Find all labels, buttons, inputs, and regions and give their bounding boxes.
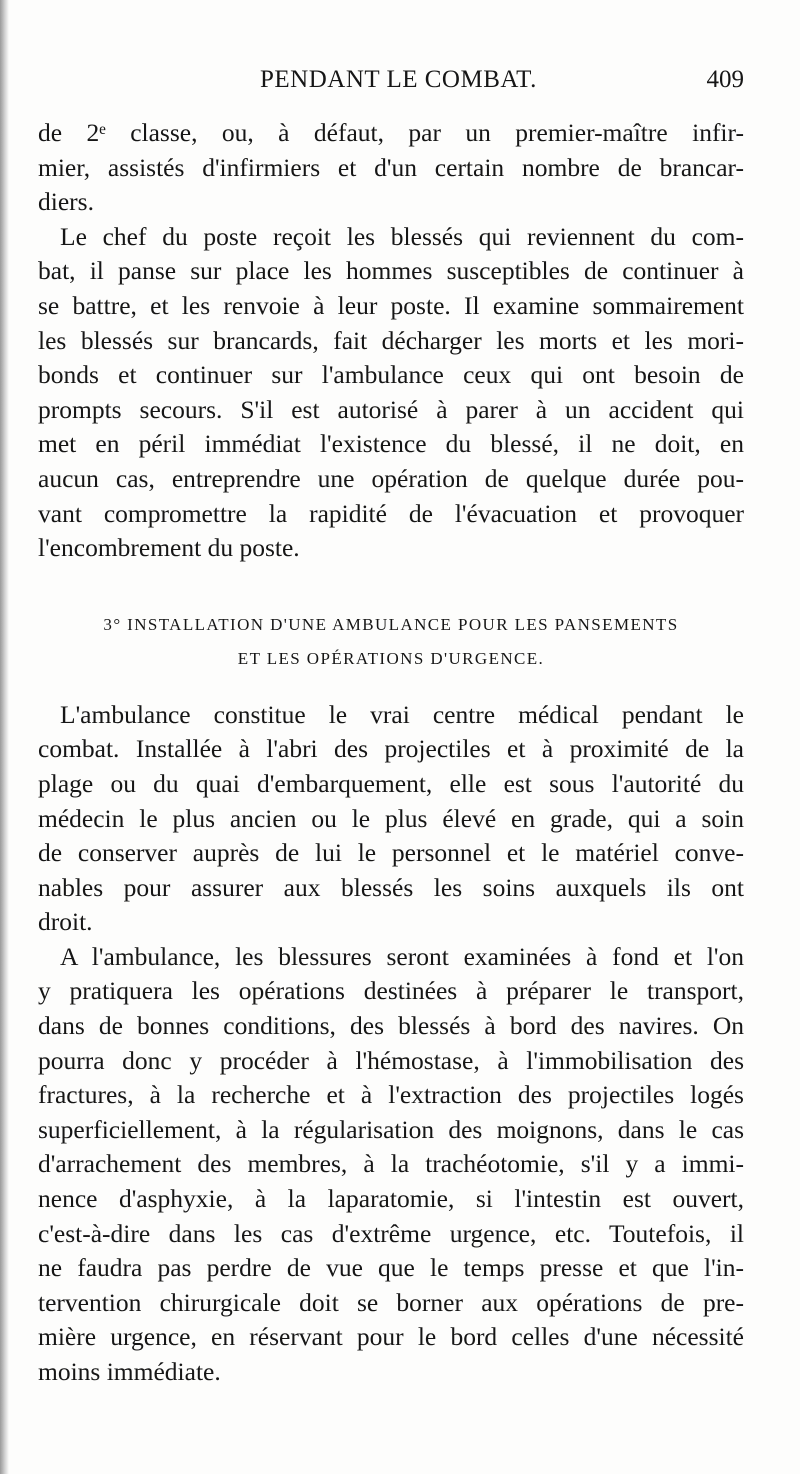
text-line: ne faudra pas perdre de vue que le temps presse et que l'in- bbox=[38, 1253, 744, 1283]
text-line: les blessés sur brancards, fait décharger les morts et les mori- bbox=[38, 325, 744, 355]
text-line: médecin le plus ancien ou le plus élevé en grade, qui a soin bbox=[38, 803, 744, 833]
page-binding-edge bbox=[0, 0, 9, 1474]
section-heading-line-2: ET LES OPÉRATIONS D'URGENCE. bbox=[237, 648, 545, 668]
text-line: d'arrachement des membres, à la trachéotomie, s'il y a immi- bbox=[38, 1149, 744, 1179]
text-line: se battre, et les renvoie à leur poste. Il examine sommairement bbox=[38, 290, 744, 320]
running-title: PENDANT LE COMBAT. bbox=[260, 66, 537, 93]
text-line: bat, il panse sur place les hommes susceptibles de continuer à bbox=[38, 256, 744, 286]
text-line: nence d'asphyxie, à la laparatomie, si l'intestin est ouvert, bbox=[38, 1184, 744, 1214]
text-line: nables pour assurer aux blessés les soins auxquels ils ont bbox=[38, 872, 744, 902]
text-line: de 2ᵉ classe, ou, à défaut, par un premier-maître infir- bbox=[38, 118, 744, 147]
text-line: c'est-à-dire dans les cas d'extrême urgence, etc. Toutefois, il bbox=[38, 1218, 744, 1248]
section-heading-line-1: 3° INSTALLATION D'UNE AMBULANCE POUR LES PANSEMENTS bbox=[103, 614, 679, 634]
text-line: A l'ambulance, les blessures seront examinées à fond et l'on bbox=[60, 941, 744, 971]
text-line: l'encombrement du poste. bbox=[38, 533, 300, 563]
text-line: pourra donc y procéder à l'hémostase, à l'immobilisation des bbox=[38, 1045, 744, 1075]
text-line: y pratiquera les opérations destinées à préparer le transport, bbox=[38, 976, 744, 1006]
text-line: tervention chirurgicale doit se borner aux opérations de pre- bbox=[38, 1287, 744, 1317]
text-line: plage ou du quai d'embarquement, elle est sous l'autorité du bbox=[38, 768, 744, 798]
text-line: aucun cas, entreprendre une opération de quelque durée pou- bbox=[38, 463, 744, 493]
text-line: mier, assistés d'infirmiers et d'un certain nombre de brancar- bbox=[38, 152, 744, 182]
text-line: fractures, à la recherche et à l'extraction des projectiles logés bbox=[38, 1080, 744, 1110]
text-line: dans de bonnes conditions, des blessés à bord des navires. On bbox=[38, 1011, 744, 1041]
text-line: prompts secours. S'il est autorisé à parer à un accident qui bbox=[38, 394, 744, 424]
text-line: vant compromettre la rapidité de l'évacuation et provoquer bbox=[38, 498, 744, 528]
page-body bbox=[38, 116, 744, 1390]
text-line: combat. Installée à l'abri des projectiles et à proximité de la bbox=[38, 734, 744, 764]
text-line: L'ambulance constitue le vrai centre médical pendant le bbox=[60, 699, 744, 729]
page-header bbox=[38, 66, 744, 102]
page-number: 409 bbox=[706, 66, 744, 93]
text-line: de conserver auprès de lui le personnel et le matériel conve- bbox=[38, 838, 744, 868]
text-line: mière urgence, en réservant pour le bord celles d'une nécessité bbox=[38, 1322, 744, 1352]
text-line: bonds et continuer sur l'ambulance ceux qui ont besoin de bbox=[38, 360, 744, 390]
text-line: superficiellement, à la régularisation des moignons, dans le cas bbox=[38, 1114, 744, 1144]
text-line: Le chef du poste reçoit les blessés qui reviennent du com- bbox=[60, 221, 744, 251]
text-line: met en péril immédiat l'existence du blessé, il ne doit, en bbox=[38, 429, 744, 459]
text-line: moins immédiate. bbox=[38, 1357, 221, 1386]
text-line: diers. bbox=[38, 187, 94, 217]
text-line: droit. bbox=[38, 907, 93, 937]
